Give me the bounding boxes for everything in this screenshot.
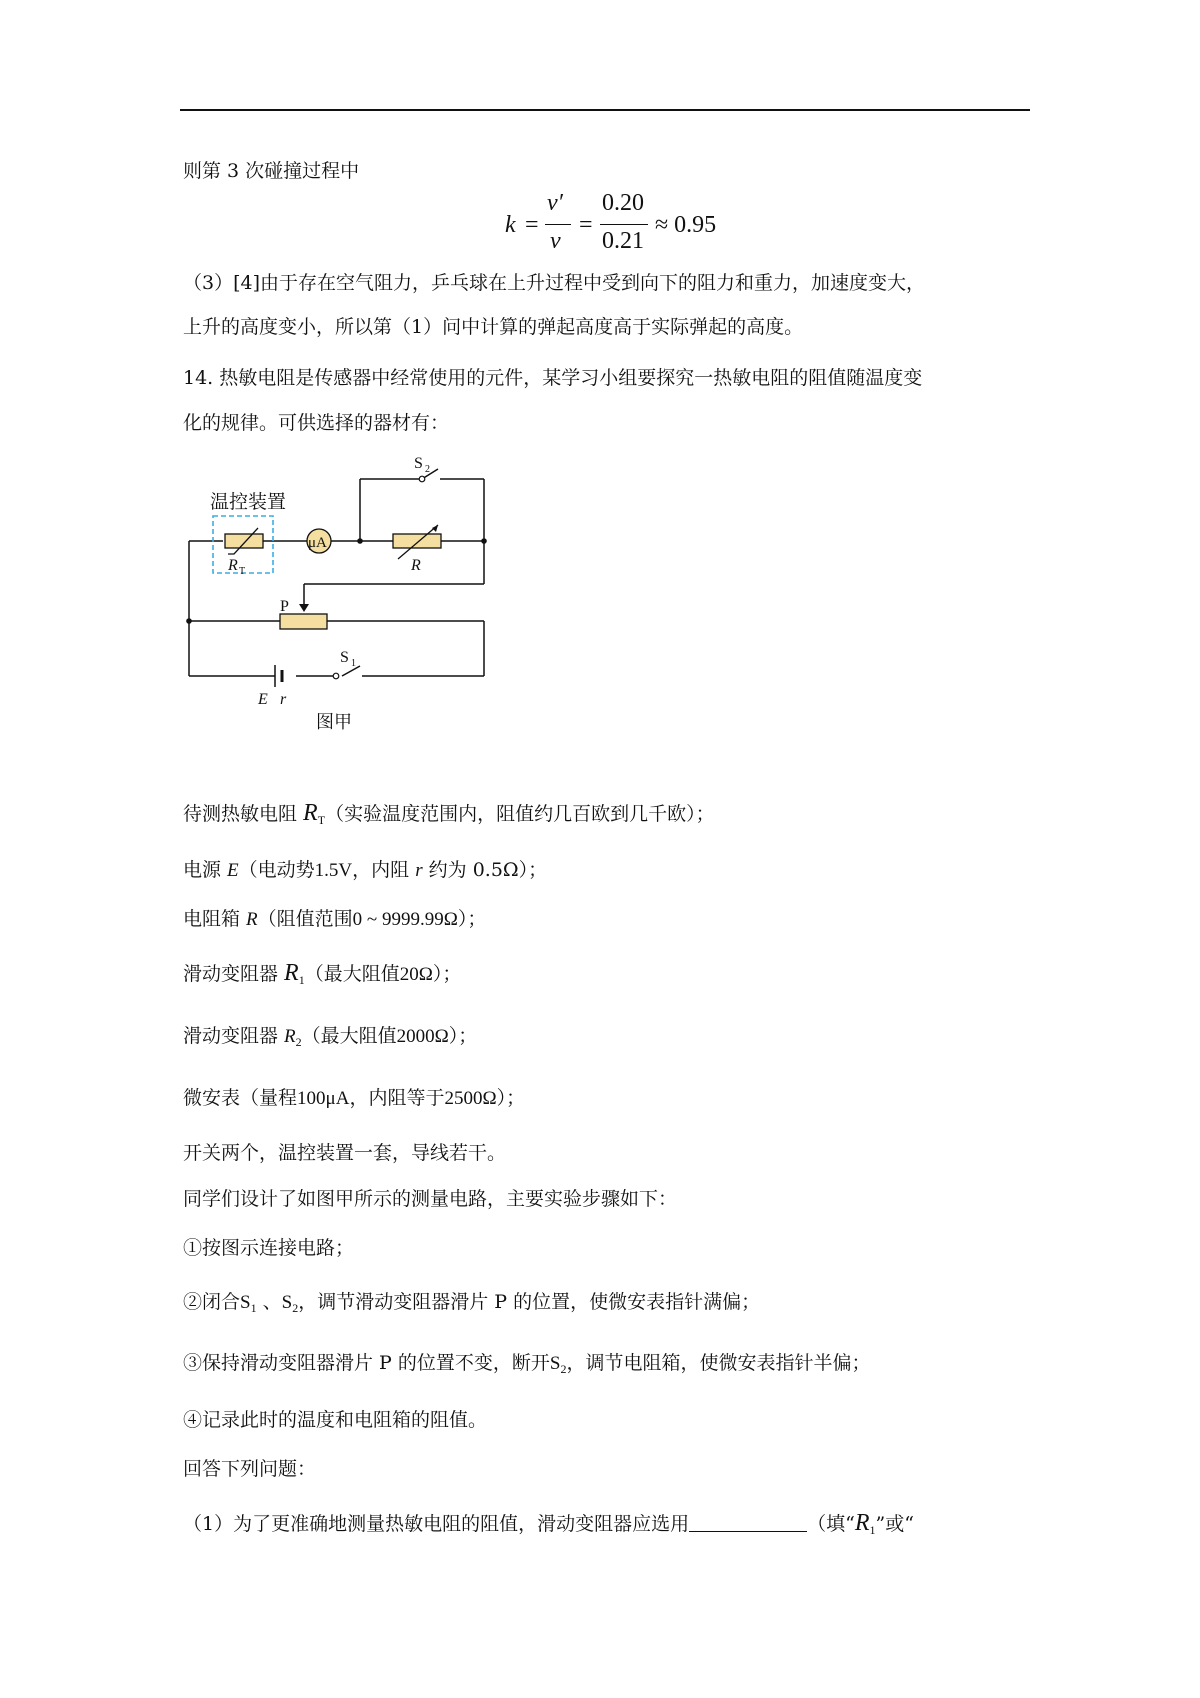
header-rule (180, 109, 1030, 111)
item-r2-end: ）； (448, 1025, 478, 1047)
r-box-label: R (411, 557, 421, 574)
formula-num1: v′ (547, 190, 563, 216)
item-microammeter-end: ）； (496, 1087, 526, 1109)
temperature-box-label: 温控装置 (210, 491, 287, 513)
step-3 (183, 1350, 870, 1382)
item-rheostat-r1 (183, 960, 461, 993)
p-label: P (280, 598, 289, 615)
item-microammeter (183, 1085, 525, 1112)
slide-rheostat (280, 614, 327, 629)
item-r1-max: 20Ω (399, 964, 433, 985)
question-1-fill-label: （填“ (807, 1513, 855, 1535)
answer-blank[interactable] (689, 1513, 807, 1532)
step-2 (183, 1289, 760, 1321)
step-1: ①按图示连接电路； (183, 1237, 355, 1259)
rt-label-sub: T (239, 566, 246, 577)
formula-eq1: = (525, 212, 539, 238)
s1-label: S (340, 649, 349, 666)
formula-den1: v (550, 228, 561, 254)
item-r2-text: 滑动变阻器 (183, 1025, 285, 1047)
item-thermistor-sub: T (317, 813, 326, 827)
item-thermistor-text: 待测热敏电阻 (183, 803, 304, 825)
item-power-emf: 1.5V (314, 860, 353, 881)
item-r1-symbol: R (284, 960, 299, 986)
step-3-rest: ，调节电阻箱，使微安表指针半偏； (566, 1352, 871, 1374)
resistance-box-r (393, 534, 441, 548)
formula-k-symbol: k (505, 212, 516, 238)
step-2-rest: ，调节滑动变阻器滑片 P 的位置，使微安表指针满偏； (298, 1291, 761, 1313)
step-3-s2: S (549, 1353, 561, 1374)
item-rheostat-r2 (183, 1023, 477, 1055)
paragraph-design: 同学们设计了如图甲所示的测量电路，主要实验步骤如下： (183, 1188, 678, 1210)
formula-result: ≈ 0.95 (655, 212, 717, 238)
step-2-s1-sub: 1 (250, 1301, 257, 1315)
item-thermistor (183, 800, 715, 833)
item-power-internal-label: ，内阻 (352, 859, 416, 881)
step-2-separator: 、 (256, 1291, 282, 1313)
paragraph-collision: 则第 3 次碰撞过程中 (183, 160, 360, 182)
item-thermistor-symbol: R (303, 800, 318, 826)
item-r1-max-label: （最大阻值 (304, 963, 400, 985)
item-r2-max-label: （最大阻值 (301, 1025, 397, 1047)
paragraph-switches: 开关两个，温控装置一套，导线若干。 (183, 1142, 507, 1164)
item-resistance-box-text: 电阻箱 (183, 908, 247, 930)
item-resistance-box-range: 0 ~ 9999.99Ω (352, 909, 458, 930)
item-resistance-box-symbol: R (246, 909, 258, 930)
step-2-s2-sub: 2 (292, 1301, 299, 1315)
question-1 (183, 1510, 914, 1543)
formula-num2: 0.20 (602, 190, 644, 216)
paragraph-air-resistance-1: （3）[4]由于存在空气阻力，乒乓球在上升过程中受到向下的阻力和重力，加速度变大， (183, 272, 926, 294)
formula-bar1 (545, 224, 571, 225)
step-3-s2-sub: 2 (560, 1362, 567, 1376)
item-power-symbol: E (227, 860, 239, 881)
s1-label-sub: 1 (351, 658, 356, 669)
paragraph-air-resistance-2: 上升的高度变小，所以第（1）问中计算的弹起高度高于实际弹起的高度。 (183, 316, 804, 338)
item-resistance-box (183, 906, 486, 933)
question-1-or: ”或“ (875, 1513, 914, 1535)
question-1-r1-sub: 1 (869, 1523, 876, 1537)
step-2-s1: S (240, 1292, 251, 1313)
step-2-s2: S (281, 1292, 293, 1313)
item-microammeter-range: 100μA (297, 1088, 350, 1109)
s2-label-sub: 2 (425, 464, 430, 475)
step-2-text: ②闭合 (183, 1291, 241, 1313)
item-power-r: r (415, 860, 423, 881)
item-resistance-box-end: ）； (457, 908, 487, 930)
question-14-line1: 14. 热敏电阻是传感器中经常使用的元件，某学习小组要探究一热敏电阻的阻值随温度变 (183, 367, 923, 389)
figure-caption: 图甲 (316, 712, 352, 733)
question-14-line2: 化的规律。可供选择的器材有： (183, 412, 450, 434)
formula-k (505, 192, 725, 268)
item-r1-end: ）； (432, 963, 462, 985)
rt-label: R (228, 557, 238, 574)
item-r1-text: 滑动变阻器 (183, 963, 285, 985)
e-label: E (258, 691, 268, 708)
thermistor-rt (225, 534, 263, 548)
microammeter-label: μA (308, 535, 327, 551)
r-internal-label: r (280, 691, 287, 708)
item-power-emf-label: （电动势 (238, 859, 315, 881)
formula-eq2: = (579, 212, 593, 238)
item-resistance-box-range-label: （阻值范围 (257, 908, 353, 930)
answer-heading: 回答下列问题： (183, 1458, 317, 1480)
item-r1-sub: 1 (298, 973, 305, 987)
item-r2-sub: 2 (295, 1035, 302, 1049)
item-power-internal-value: 约为 0.5Ω）； (422, 859, 548, 881)
item-r2-symbol: R (284, 1026, 296, 1047)
formula-bar2 (600, 224, 648, 225)
slider-arrow-icon (299, 604, 309, 612)
question-1-text: （1）为了更准确地测量热敏电阻的阻值，滑动变阻器应选用 (183, 1513, 690, 1535)
formula-den2: 0.21 (602, 228, 644, 254)
circuit-diagram (170, 446, 500, 736)
item-thermistor-desc: （实验温度范围内，阻值约几百欧到几千欧）； (325, 803, 715, 825)
item-r2-max: 2000Ω (396, 1026, 449, 1047)
step-4: ④记录此时的温度和电阻箱的阻值。 (183, 1409, 488, 1431)
s2-label: S (414, 455, 423, 472)
item-power (183, 857, 547, 884)
item-power-text: 电源 (183, 859, 228, 881)
item-microammeter-internal-label: ，内阻等于 (349, 1087, 445, 1109)
step-3-text: ③保持滑动变阻器滑片 P 的位置不变，断开 (183, 1352, 550, 1374)
item-microammeter-text: 微安表（量程 (183, 1087, 298, 1109)
item-microammeter-internal: 2500Ω (444, 1088, 497, 1109)
question-1-r1: R (854, 1510, 870, 1536)
